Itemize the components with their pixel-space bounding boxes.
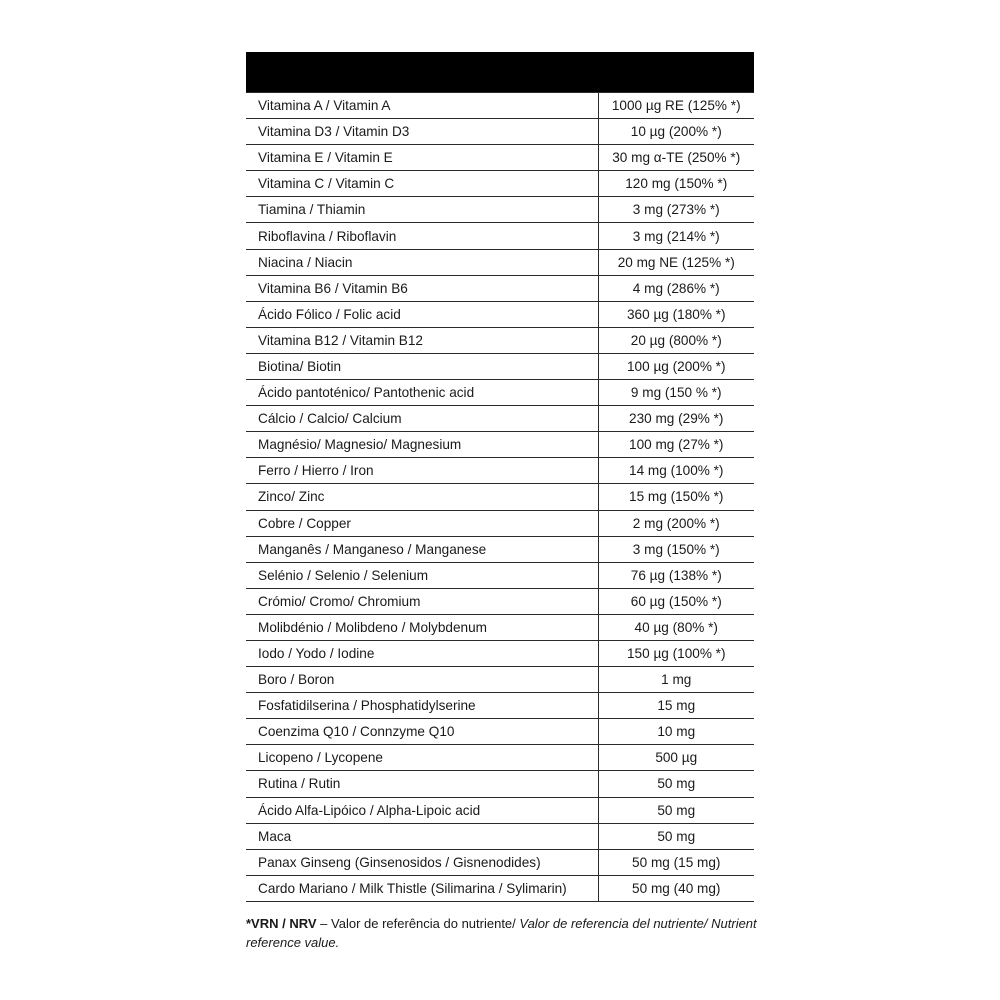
- table-row: [246, 536, 754, 562]
- table-row: [246, 93, 754, 119]
- nutrient-amount: 50 mg: [598, 823, 754, 849]
- nutrient-amount: 60 µg (150% *): [598, 588, 754, 614]
- table-row: [246, 171, 754, 197]
- nutrient-name: Manganês / Manganeso / Manganese: [246, 536, 598, 562]
- nutrient-name: Vitamina E / Vitamin E: [246, 145, 598, 171]
- nutrient-amount: 50 mg (15 mg): [598, 849, 754, 875]
- table-row: [246, 301, 754, 327]
- nutrient-amount: 3 mg (273% *): [598, 197, 754, 223]
- nutrient-amount: 1000 µg RE (125% *): [598, 93, 754, 119]
- nutrient-name: Tiamina / Thiamin: [246, 197, 598, 223]
- table-row: [246, 275, 754, 301]
- table-header-bar: [246, 52, 754, 92]
- table-row: [246, 875, 754, 901]
- nutrient-amount: 230 mg (29% *): [598, 406, 754, 432]
- table-row: [246, 406, 754, 432]
- nutrient-amount: 2 mg (200% *): [598, 510, 754, 536]
- table-row: [246, 719, 754, 745]
- nutrient-amount: 10 mg: [598, 719, 754, 745]
- nutrient-name: Fosfatidilserina / Phosphatidylserine: [246, 693, 598, 719]
- nutrition-table-body: [246, 93, 754, 902]
- nutrient-name: Coenzima Q10 / Connzyme Q10: [246, 719, 598, 745]
- nutrient-name: Molibdénio / Molibdeno / Molybdenum: [246, 614, 598, 640]
- table-row: [246, 640, 754, 666]
- nutrient-amount: 120 mg (150% *): [598, 171, 754, 197]
- nutrient-amount: 360 µg (180% *): [598, 301, 754, 327]
- nutrient-amount: 76 µg (138% *): [598, 562, 754, 588]
- nutrition-panel: [246, 52, 754, 902]
- nutrient-name: Vitamina A / Vitamin A: [246, 93, 598, 119]
- table-row: [246, 614, 754, 640]
- nutrient-name: Vitamina B12 / Vitamin B12: [246, 327, 598, 353]
- nutrient-amount: 500 µg: [598, 745, 754, 771]
- table-row: [246, 380, 754, 406]
- nutrient-name: Zinco/ Zinc: [246, 484, 598, 510]
- table-row: [246, 197, 754, 223]
- nutrient-amount: 20 mg NE (125% *): [598, 249, 754, 275]
- nutrient-name: Biotina/ Biotin: [246, 353, 598, 379]
- table-row: [246, 771, 754, 797]
- nutrient-name: Cobre / Copper: [246, 510, 598, 536]
- table-row: [246, 119, 754, 145]
- nutrient-amount: 10 µg (200% *): [598, 119, 754, 145]
- table-row: [246, 823, 754, 849]
- nutrient-name: Crómio/ Cromo/ Chromium: [246, 588, 598, 614]
- nutrient-name: Magnésio/ Magnesio/ Magnesium: [246, 432, 598, 458]
- nutrient-name: Panax Ginseng (Ginsenosidos / Gisnenodides): [246, 849, 598, 875]
- nutrient-amount: 50 mg: [598, 797, 754, 823]
- nutrient-amount: 50 mg (40 mg): [598, 875, 754, 901]
- nutrient-name: Vitamina C / Vitamin C: [246, 171, 598, 197]
- table-row: [246, 745, 754, 771]
- table-row: [246, 849, 754, 875]
- nutrient-amount: 30 mg α-TE (250% *): [598, 145, 754, 171]
- nutrient-amount: 15 mg (150% *): [598, 484, 754, 510]
- table-row: [246, 797, 754, 823]
- nutrient-amount: 4 mg (286% *): [598, 275, 754, 301]
- nutrient-amount: 15 mg: [598, 693, 754, 719]
- nutrient-name: Cardo Mariano / Milk Thistle (Silimarina / Sylimarin): [246, 875, 598, 901]
- nutrient-amount: 50 mg: [598, 771, 754, 797]
- table-row: [246, 145, 754, 171]
- nutrient-amount: 3 mg (214% *): [598, 223, 754, 249]
- table-row: [246, 432, 754, 458]
- table-row: [246, 249, 754, 275]
- footnote: [246, 914, 766, 952]
- table-row: [246, 667, 754, 693]
- nutrient-amount: 20 µg (800% *): [598, 327, 754, 353]
- table-row: [246, 693, 754, 719]
- nutrient-name: Vitamina D3 / Vitamin D3: [246, 119, 598, 145]
- table-row: [246, 327, 754, 353]
- nutrient-name: Vitamina B6 / Vitamin B6: [246, 275, 598, 301]
- footnote-translations-text: Valor de referencia del nutriente/ Nutrient reference value.: [246, 916, 757, 950]
- nutrient-name: Maca: [246, 823, 598, 849]
- nutrient-name: Licopeno / Lycopene: [246, 745, 598, 771]
- nutrient-amount: 14 mg (100% *): [598, 458, 754, 484]
- table-row: [246, 562, 754, 588]
- nutrient-amount: 100 mg (27% *): [598, 432, 754, 458]
- nutrient-name: Rutina / Rutin: [246, 771, 598, 797]
- nutrient-name: Ácido Alfa-Lipóico / Alpha-Lipoic acid: [246, 797, 598, 823]
- footnote-abbreviation: *VRN / NRV: [246, 916, 317, 931]
- nutrient-name: Ácido Fólico / Folic acid: [246, 301, 598, 327]
- nutrient-name: Iodo / Yodo / Iodine: [246, 640, 598, 666]
- nutrient-name: Boro / Boron: [246, 667, 598, 693]
- nutrient-amount: 150 µg (100% *): [598, 640, 754, 666]
- nutrient-name: Ferro / Hierro / Iron: [246, 458, 598, 484]
- table-row: [246, 484, 754, 510]
- table-row: [246, 223, 754, 249]
- table-row: [246, 353, 754, 379]
- table-row: [246, 510, 754, 536]
- nutrient-name: Selénio / Selenio / Selenium: [246, 562, 598, 588]
- nutrient-amount: 1 mg: [598, 667, 754, 693]
- nutrient-name: Niacina / Niacin: [246, 249, 598, 275]
- nutrient-amount: 9 mg (150 % *): [598, 380, 754, 406]
- footnote-portuguese-text: – Valor de referência do nutriente/: [316, 916, 520, 931]
- nutrient-name: Cálcio / Calcio/ Calcium: [246, 406, 598, 432]
- nutrient-amount: 100 µg (200% *): [598, 353, 754, 379]
- nutrition-table: [246, 92, 754, 902]
- nutrient-amount: 40 µg (80% *): [598, 614, 754, 640]
- nutrient-name: Riboflavina / Riboflavin: [246, 223, 598, 249]
- nutrient-name: Ácido pantoténico/ Pantothenic acid: [246, 380, 598, 406]
- table-row: [246, 588, 754, 614]
- table-row: [246, 458, 754, 484]
- nutrient-amount: 3 mg (150% *): [598, 536, 754, 562]
